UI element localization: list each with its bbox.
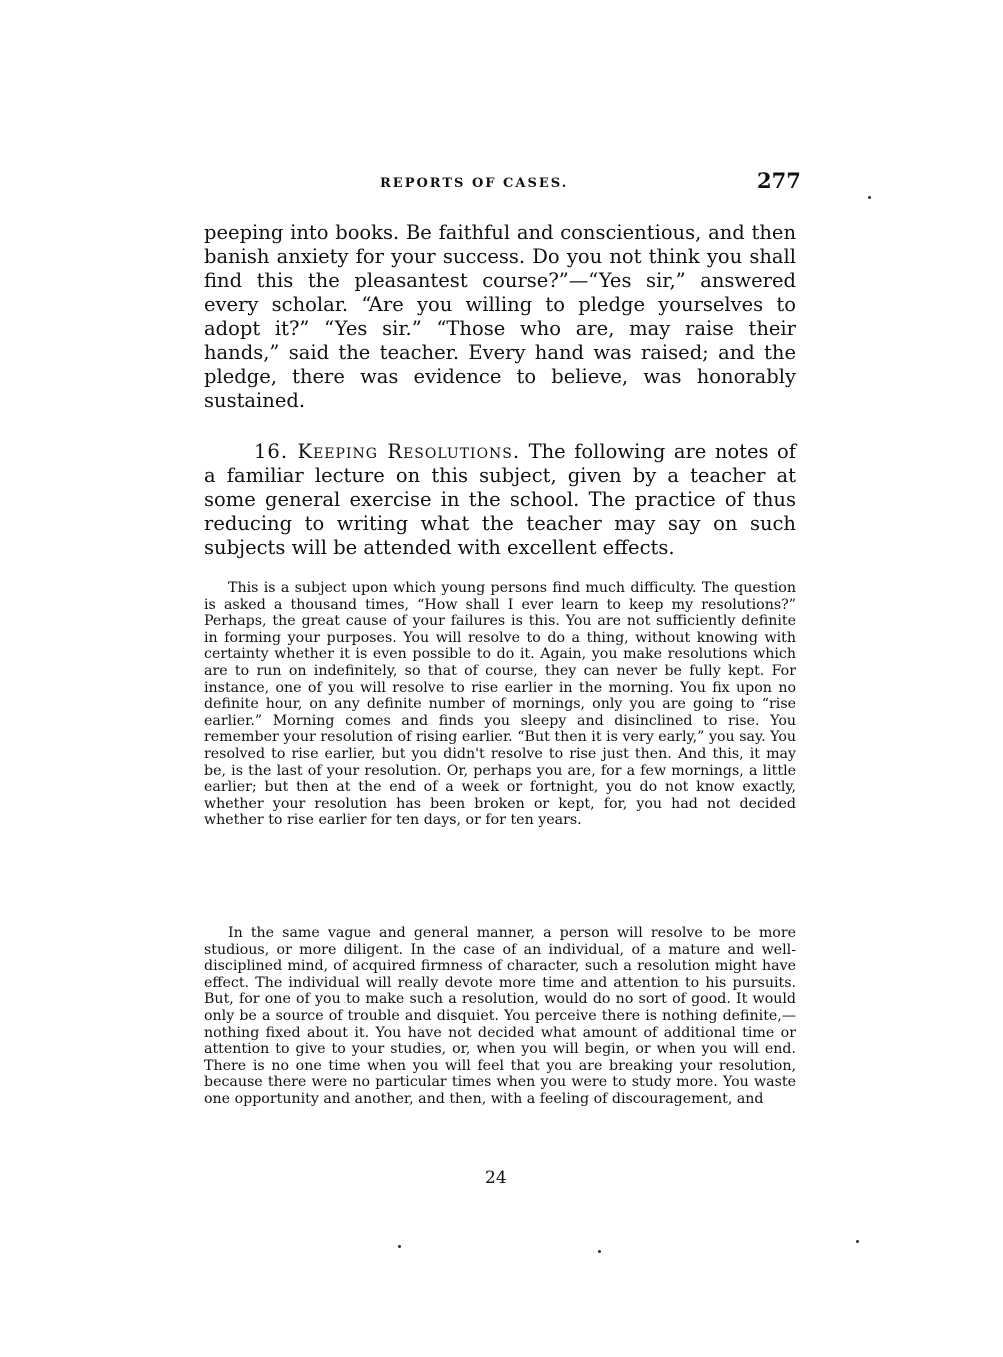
ink-speck	[598, 1250, 601, 1253]
paragraph-keeping-resolutions	[204, 440, 796, 560]
lecture-paragraph-1: This is a subject upon which young persons find much difficulty. The question is asked a thousand times, “How shall I ever learn to keep my resolutions?” Perhaps, the great cause of your failures is this. You are not sufficiently definite in forming your purposes. You will resolve to do a thing, without knowing with certainty whether it is even possible to do it. Again, you make resolutions which are to run on indefinitely, so that of course, they can never be fully kept. For instance, one of you will resolve to rise earlier in the morning. You fix upon no definite hour, on any definite number of mornings, only you are going to “rise earlier.” Morning comes and finds you sleepy and disinclined to rise. You remember your resolution of rising earlier. “But then it is very early,” you say. You resolved to rise earlier, but you didn't resolve to rise just then. And this, it may be, is the last of your resolution. Or, perhaps you are, for a few mornings, a little earlier; but then at the end of a week or fortnight, you do not know exactly, whether your resolution has been broken or kept, for, you had not decided whether to rise earlier for ten days, or for ten years.	[204, 580, 796, 829]
paragraph-continuation: peeping into books. Be faithful and conscientious, and then banish anxiety for your success. Do you not think you shall find this the pleasantest course?”—“Yes sir,” answered every scholar. “Are you willing to pledge yourselves to adopt it?” “Yes sir.” “Those who are, may raise their hands,” said the teacher. Every hand was raised; and the pledge, there was evidence to believe, was honorably sustained.	[204, 221, 796, 412]
section-intro-text: The following are notes of a familiar lecture on this subject, given by a teacher at some general exercise in the school. The practice of thus reducing to writing what the teacher may say on such subjects will be attended with excellent effects.	[204, 440, 796, 559]
section-heading: 16. Keeping Resolutions.	[254, 440, 521, 463]
page-number: 277	[757, 168, 801, 193]
running-head: REPORTS OF CASES.	[380, 176, 569, 191]
signature-mark: 24	[485, 1168, 507, 1188]
ink-speck	[868, 196, 871, 199]
lecture-paragraph-2: In the same vague and general manner, a person will resolve to be more studious, or more diligent. In the case of an individual, of a mature and well-disciplined mind, of acquired firmness of character, such a resolution might have effect. The individual will really devote more time and attention to his pursuits. But, for one of you to make such a resolution, would do no sort of good. It would only be a source of trouble and disquiet. You perceive there is nothing definite,—nothing fixed about it. You have not decided what amount of additional time or attention to give to your studies, or, when you will begin, or when you will end. There is no one time when you will feel that you are breaking your resolution, because there were no particular times when you were to study more. You waste one opportunity and another, and then, with a feeling of discouragement, and	[204, 925, 796, 1107]
ink-speck	[856, 1240, 859, 1243]
ink-speck	[398, 1245, 401, 1248]
